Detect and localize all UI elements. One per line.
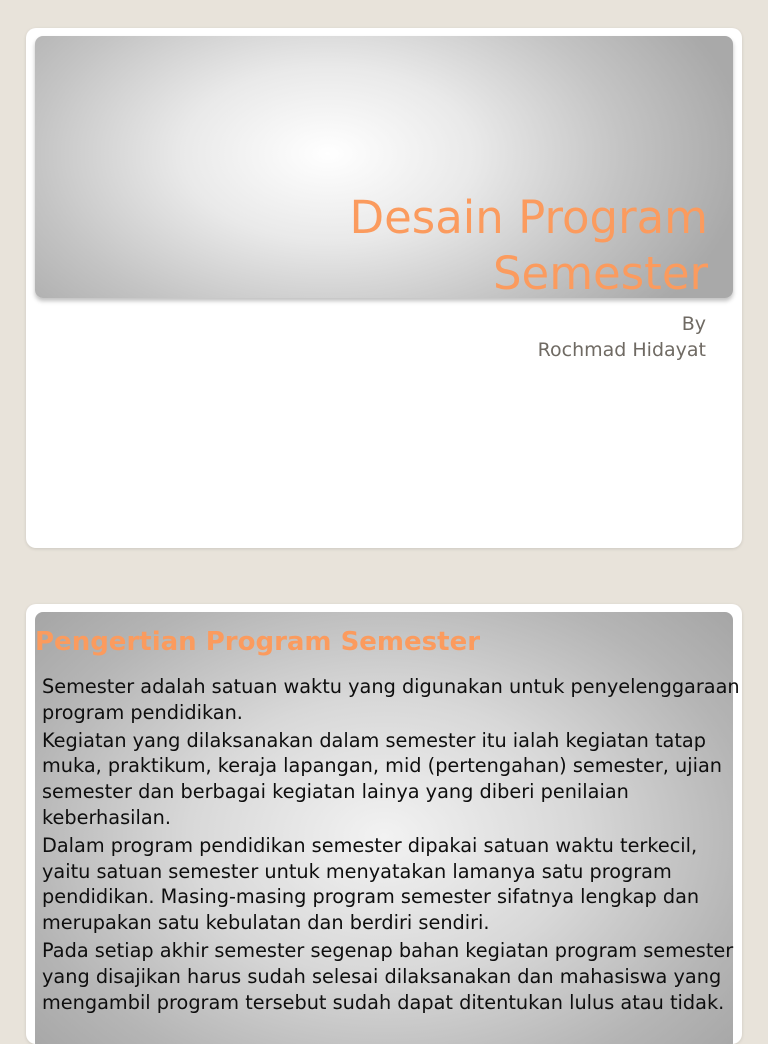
subtitle-author: Rochmad Hidayat [537,339,706,361]
paragraph: Pada setiap akhir semester segenap bahan kegiatan program semester yang disajikan harus sudah selesai dilaksanakan dan mahasiswa yang mengambil program tersebut sudah dapat ditentukan lulus atau tidak. [42,938,734,1014]
slide-title-text: Desain Program Semester [349,191,708,300]
paragraph: Dalam program pendidikan semester dipakai satuan waktu terkecil, yaitu satuan semester untuk menyatakan lamanya satu program pendidikan. Masing-masing program semester sifatnya lengkap dan merupakan satu kebulatan dan berdiri sendiri. [42,833,700,935]
subtitle-by: By [681,313,706,335]
paragraph: Kegiatan yang dilaksanakan dalam semester itu ialah kegiatan tatap muka, praktikum, keraja lapangan, mid (pertengahan) semester, ujian semester dan berbagai kegiatan lainya yang diberi penilaian keberhasilan. [42,728,723,829]
content-body [42,674,742,1017]
slide-subtitle [538,311,706,363]
paragraph: Semester adalah satuan waktu yang digunakan untuk penyelenggaraan program pendidikan. [42,675,740,724]
slide-title [26,28,742,548]
content-title: Pengertian Program Semester [35,627,481,657]
slide-content [26,604,742,1044]
